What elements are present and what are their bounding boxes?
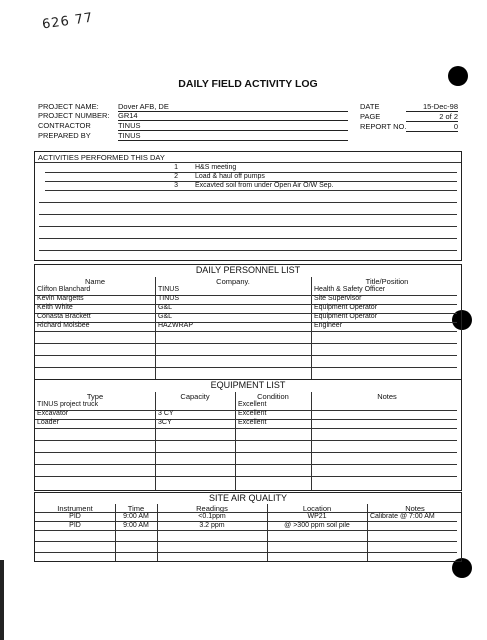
person-name: Richard Molsbee bbox=[37, 322, 90, 329]
equipment-condition: Excellent bbox=[238, 401, 267, 408]
personnel-section bbox=[34, 264, 462, 380]
date-label: DATE bbox=[360, 102, 380, 111]
col-readings: Readings bbox=[196, 504, 228, 513]
equipment-condition: Excellent bbox=[238, 410, 267, 417]
person-title: Health & Safety Officer bbox=[314, 286, 386, 293]
air-quality-heading: SITE AIR QUALITY bbox=[208, 493, 288, 503]
col-aq-notes: Notes bbox=[405, 504, 425, 513]
col-name: Name bbox=[84, 277, 105, 286]
equipment-section bbox=[34, 379, 462, 491]
personnel-heading: DAILY PERSONNEL LIST bbox=[195, 265, 301, 275]
contractor-label: CONTRACTOR bbox=[38, 121, 91, 130]
activity-text: Excavted soil from under Open Air O/W Sep. bbox=[195, 182, 334, 189]
aq-reading: <0.1ppm bbox=[198, 513, 226, 520]
form-title: DAILY FIELD ACTIVITY LOG bbox=[178, 78, 318, 90]
equipment-capacity: 3CY bbox=[158, 419, 172, 426]
person-company: TINUS bbox=[158, 286, 179, 293]
person-company: G&L bbox=[158, 304, 173, 311]
aq-location: WP21 bbox=[307, 513, 327, 520]
activity-text: Load & haul off pumps bbox=[195, 173, 265, 180]
project-number-label: PROJECT NUMBER: bbox=[38, 111, 110, 120]
col-company: Company. bbox=[216, 277, 250, 286]
col-notes: Notes bbox=[377, 392, 397, 401]
person-title: Engineer bbox=[314, 322, 343, 329]
aq-reading: 3.2 ppm bbox=[199, 522, 225, 529]
date-value: 15-Dec-98 bbox=[422, 102, 458, 111]
equipment-capacity: 3 CY bbox=[158, 410, 174, 417]
contractor-value: TINUS bbox=[118, 121, 141, 130]
activity-number: 2 bbox=[174, 173, 178, 180]
project-number-value: GR14 bbox=[118, 111, 138, 120]
aq-time: 9:00 AM bbox=[123, 513, 149, 520]
equipment-type: Loader bbox=[37, 419, 59, 426]
person-name: Keith White bbox=[37, 304, 73, 311]
activity-text: H&S meeting bbox=[195, 164, 237, 171]
col-capacity: Capacity bbox=[180, 392, 210, 401]
col-title: Title/Position bbox=[365, 277, 409, 286]
air-quality-section bbox=[34, 492, 462, 562]
page-label: PAGE bbox=[360, 112, 381, 121]
equipment-type: TINUS project truck bbox=[37, 401, 99, 408]
person-name: Conasta Brackett bbox=[37, 313, 91, 320]
aq-notes: Calibrate @ 7:00 AM bbox=[370, 513, 435, 520]
person-title: Equipment Operator bbox=[314, 313, 378, 320]
project-name-value: Dover AFB, DE bbox=[118, 102, 169, 111]
activities-section bbox=[34, 151, 462, 261]
person-title: Equipment Operator bbox=[314, 304, 378, 311]
equipment-type: Excavator bbox=[37, 410, 69, 417]
equipment-condition: Excellent bbox=[238, 419, 267, 426]
activity-number: 3 bbox=[174, 182, 178, 189]
report-no-label: REPORT NO. bbox=[360, 122, 407, 131]
activity-number: 1 bbox=[174, 164, 178, 171]
prepared-by-value: TINUS bbox=[118, 131, 141, 140]
field-log-form bbox=[34, 74, 462, 564]
aq-location: @ >300 ppm soil pile bbox=[284, 522, 350, 529]
person-company: HAZWRAP bbox=[158, 322, 193, 329]
person-title: Site Supervisor bbox=[314, 295, 362, 302]
aq-time: 9:00 AM bbox=[123, 522, 149, 529]
person-name: Kevin Margetts bbox=[37, 295, 84, 302]
col-type: Type bbox=[86, 392, 104, 401]
col-time: Time bbox=[127, 504, 145, 513]
person-company: TINUS bbox=[158, 295, 179, 302]
aq-instrument: PID bbox=[69, 522, 81, 529]
person-name: Clifton Blanchard bbox=[37, 286, 91, 293]
handwritten-note: 626 77 bbox=[41, 10, 95, 33]
page-value: 2 of 2 bbox=[439, 112, 458, 121]
report-no-value: 0 bbox=[453, 122, 458, 131]
scan-edge bbox=[0, 560, 4, 640]
col-location: Location bbox=[302, 504, 332, 513]
col-instrument: Instrument bbox=[57, 504, 93, 513]
prepared-by-label: PREPARED BY bbox=[38, 131, 91, 140]
equipment-heading: EQUIPMENT LIST bbox=[210, 380, 286, 390]
person-company: G&L bbox=[158, 313, 173, 320]
aq-instrument: PID bbox=[69, 513, 81, 520]
col-condition: Condition bbox=[257, 392, 289, 401]
activities-heading: ACTIVITIES PERFORMED THIS DAY bbox=[38, 153, 165, 162]
project-name-label: PROJECT NAME: bbox=[38, 102, 99, 111]
